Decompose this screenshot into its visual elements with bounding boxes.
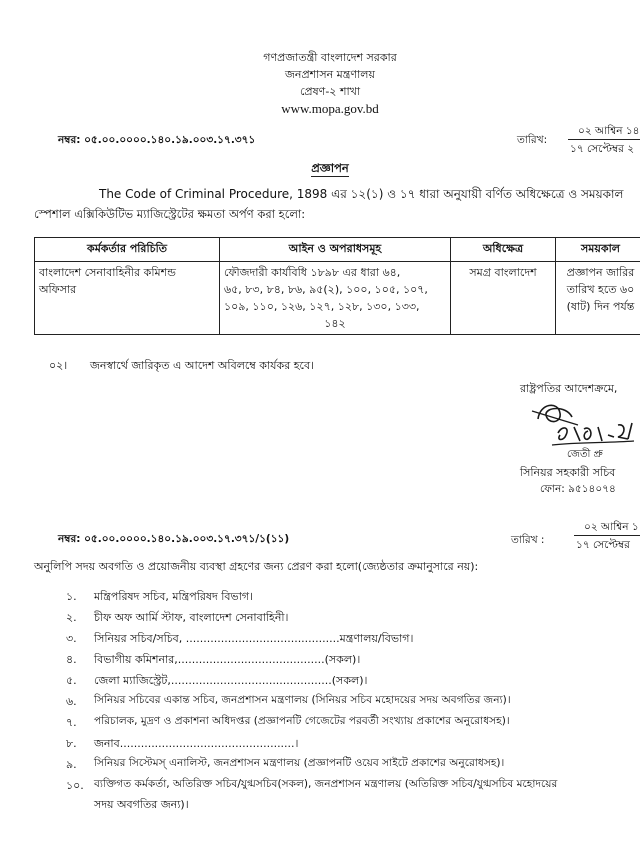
list-item: জনাব..................................................। [94,737,299,750]
th-period: সময়কাল [556,238,640,262]
table-header-row [35,238,640,262]
signer-designation: সিনিয়র সহকারী সচিব [520,466,616,479]
notice-title: প্রজ্ঞাপন [311,161,349,175]
table-row [35,262,640,335]
list-item: সিনিয়র সচিব/সচিব, ............................................মন্ত্রণালয়/বিভাগ। [94,632,414,645]
recipient-number: ১. [66,590,77,603]
th-law: আইন ও অপরাধসমূহ [220,238,451,262]
th-jurisdiction: অধিক্ষেত্র [451,238,556,262]
period-line: তারিখ হতে ৬০ [566,283,635,296]
para2-text: জনস্বার্থে জারিকৃত এ আদেশ অবিলম্বে কার্যকর হবে। [90,359,315,372]
notice-title-wrap [0,160,640,180]
period-line: (ষাট) দিন পর্যন্ত [566,300,635,313]
para2-number: ০২। [49,359,68,372]
section-name: প্রেষণ-২ শাখা [299,85,361,98]
recipient-number: ৫. [66,674,77,687]
authority-table [34,237,640,335]
copy-intro: অনুলিপি সদয় অবগতি ও প্রয়োজনীয় ব্যবস্থা গ্রহণের জন্য প্রেরণ করা হলো(জ্যেষ্ঠতার ক্রমানুসারে নয়): [34,560,479,573]
website-link[interactable]: www.mopa.gov.bd [281,101,379,116]
recipient-number: ৬. [66,695,77,708]
period-line: প্রজ্ঞাপন জারির [566,266,635,279]
law-line: ফৌজদারী কার্যবিধি ১৮৯৮ এর ধারা ৬৪, [224,266,401,279]
list-item: পরিচালক, মুদ্রণ ও প্রকাশনা অধিদপ্তর (প্রজ্ঞাপনটি গেজেটের পরবর্তী সংখ্যায় প্রকাশের অনুরোধসহ)। [94,715,510,727]
recipient-number: ৩. [66,632,77,645]
order-line: রাষ্ট্রপতির আদেশক্রমে, [520,382,618,395]
law-line: ১০৯, ১১০, ১২৬, ১২৭, ১২৮, ১৩০, ১৩৩, [224,300,420,313]
recipient-number: ৭. [66,716,77,729]
list-item: মন্ত্রিপরিষদ সচিব, মন্ত্রিপরিষদ বিভাগ। [94,590,254,603]
law-line: ৬৫, ৮৩, ৮৪, ৮৬, ৯৫(২), ১০০, ১০৫, ১০৭, [224,283,428,296]
recipient-number: ২. [66,611,77,624]
recipient-number: ৪. [66,653,77,666]
memo-number: নম্বর: ০৫.০০.০০০০.১৪০.১৯.০০৩.১৭.৩৭১ [58,134,256,146]
cell-law [220,262,451,335]
signer-phone: ফোন: ৯৫১৪০৭৪ [540,483,616,495]
law-line: ১৪২ [324,317,346,330]
memo2-number: নম্বর: ০৫.০০.০০০০.১৪০.১৯.০০৩.১৭.৩৭১/১(১১) [58,533,290,545]
recipient-number: ৮. [66,737,77,750]
date-divider [568,139,640,140]
date-english: ১৭ সেপ্টেম্বর ২ [570,143,635,155]
signer-name: জেতী প্রু [567,449,603,460]
date-label: তারিখ: [517,134,548,146]
list-item: জেলা ম্যাজিস্ট্রেট,..............................................(সকল)। [94,674,368,687]
notice-intro-line1: The Code of Criminal Procedure, 1898 এর ১২(১) ও ১৭ ধারা অনুযায়ী বর্ণিত অধিক্ষেত্রে ও সময়কাল [99,187,624,201]
recipient-number: ১০. [66,779,84,792]
th-officer: কর্মকর্তার পরিচিতি [35,238,220,262]
notice-intro-line2: স্পেশাল এক্সিকিউটিভ ম্যাজিস্ট্রেটের ক্ষমতা অর্পণ করা হলো: [34,207,306,221]
cell-officer: বাংলাদেশ সেনাবাহিনীর কমিশন্ড অফিসার [35,262,220,335]
memo2-date-divider [574,535,640,536]
recipient-number: ৯. [66,758,77,771]
memo2-date-label: তারিখ : [511,534,545,546]
list-item: বিভাগীয় কমিশনার,..........................................(সকল)। [94,653,361,666]
list-item: সিনিয়র সিস্টেমস্ এনালিস্ট, জনপ্রশাসন মন্ত্রণালয় (প্রজ্ঞাপনটি ওয়েব সাইটে প্রকাশের অনুরোধসহ)। [94,757,505,769]
list-item: সদয় অবগতির জন্য)। [94,798,189,811]
govt-title: গণপ্রজাতন্ত্রী বাংলাদেশ সরকার [263,51,397,64]
list-item: ব্যক্তিগত কর্মকর্তা, অতিরিক্ত সচিব/যুগ্মসচিব(সকল), জনপ্রশাসন মন্ত্রণালয় (অতিরিক্ত সচিব/যুগ্মসচিব মহোদয়ের [94,778,558,790]
memo2-date-english: ১৭ সেপ্টেম্বর [576,539,630,551]
memo2-date-bangla: ০২ আশ্বিন ১ [584,521,639,533]
cell-jurisdiction: সমগ্র বাংলাদেশ [451,262,556,335]
cell-period [556,262,640,335]
ministry-name: জনপ্রশাসন মন্ত্রণালয় [285,68,375,81]
list-item: চীফ অফ আর্মি স্টাফ, বাংলাদেশ সেনাবাহিনী। [94,611,289,624]
date-bangla: ০২ আশ্বিন ১৪ [578,125,640,137]
list-item: সিনিয়র সচিবের একান্ত সচিব, জনপ্রশাসন মন্ত্রণালয় (সিনিয়র সচিব মহোদয়ের সদয় অবগতির জন্য)। [94,694,511,706]
